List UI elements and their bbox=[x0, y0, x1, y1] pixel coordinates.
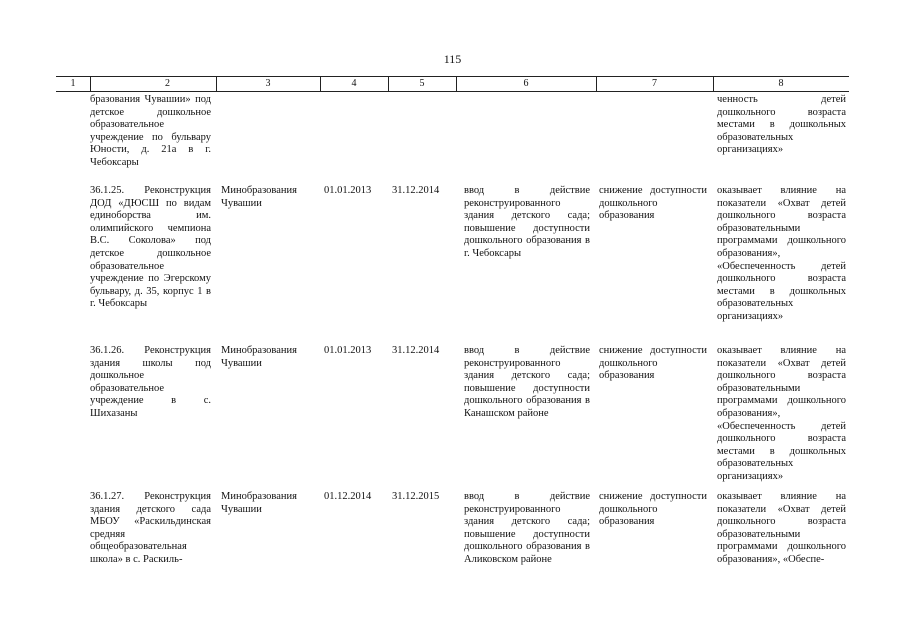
risk-cell: снижение доступности дошкольного образования bbox=[599, 491, 707, 528]
start-date-cell: 01.12.2014 bbox=[324, 491, 372, 502]
column-number-2: 2 bbox=[165, 78, 170, 89]
column-number-6: 6 bbox=[523, 78, 529, 89]
executor-cell: Минобразования Чувашии bbox=[221, 491, 297, 515]
measure-name-cell: 36.1.25. Реконструкция ДОД «ДЮСШ по видам единоборства им. олимпийского чемпиона В.С. Соколова» под детское дошкольное образовательное учреждение по Эгерскому бульвару, д. 35, корпус 1 в г. Чебоксары bbox=[90, 185, 211, 310]
indicators-cell: ченность детей дошкольного возраста местами в дошкольных образовательных организациях» bbox=[717, 94, 846, 156]
page-number: 115 bbox=[443, 52, 462, 66]
column-number-8: 8 bbox=[778, 78, 784, 89]
risk-cell: снижение доступности дошкольного образования bbox=[599, 345, 707, 382]
end-date-cell: 31.12.2014 bbox=[392, 185, 440, 196]
column-number-7: 7 bbox=[652, 78, 657, 89]
column-number-5: 5 bbox=[419, 78, 425, 89]
indicators-cell: оказывает влияние на показатели «Охват детей дошкольного возраста образовательными программами дошкольного образования», «Обеспеченность детей дошкольного возраста местами в дошкольных образовательных организациях» bbox=[717, 185, 846, 322]
risk-cell: снижение доступности дошкольного образования bbox=[599, 185, 707, 222]
measure-name-cell: 36.1.26. Реконструкция здания школы под дошкольное образовательное учреждение в с. Шихазаны bbox=[90, 345, 211, 419]
expected-result-cell: ввод в действие реконструированного здания детского сада; повышение доступности дошкольного образования в г. Чебоксары bbox=[464, 185, 590, 259]
measure-name-cell: бразования Чувашии» под детское дошкольное образовательное учреждение по бульвару Юности, д. 21а в г. Чебоксары bbox=[90, 94, 211, 168]
start-date-cell: 01.01.2013 bbox=[324, 345, 372, 356]
column-number-header bbox=[56, 76, 849, 92]
start-date-cell: 01.01.2013 bbox=[324, 185, 372, 196]
column-number-4: 4 bbox=[351, 78, 357, 89]
column-number-3: 3 bbox=[265, 78, 271, 89]
expected-result-cell: ввод в действие реконструированного здания детского сада; повышение доступности дошкольного образования в Аликовском районе bbox=[464, 491, 590, 565]
measure-name-cell: 36.1.27. Реконструкция здания детского сада МБОУ «Раскильдинская средняя общеобразовательная школа» в с. Раскиль- bbox=[90, 491, 211, 565]
column-number-1: 1 bbox=[70, 78, 76, 89]
executor-cell: Минобразования Чувашии bbox=[221, 185, 297, 209]
end-date-cell: 31.12.2015 bbox=[392, 491, 440, 502]
expected-result-cell: ввод в действие реконструированного здания детского сада; повышение доступности дошкольного образования в Канашском районе bbox=[464, 345, 590, 419]
end-date-cell: 31.12.2014 bbox=[392, 345, 440, 356]
indicators-cell: оказывает влияние на показатели «Охват детей дошкольного возраста образовательными программами дошкольного образования», «Обеспеченность детей дошкольного возраста местами в дошкольных образовательных организациях» bbox=[717, 345, 846, 482]
indicators-cell: оказывает влияние на показатели «Охват детей дошкольного возраста образовательными программами дошкольного образования», «Обеспе- bbox=[717, 491, 846, 565]
executor-cell: Минобразования Чувашии bbox=[221, 345, 297, 369]
